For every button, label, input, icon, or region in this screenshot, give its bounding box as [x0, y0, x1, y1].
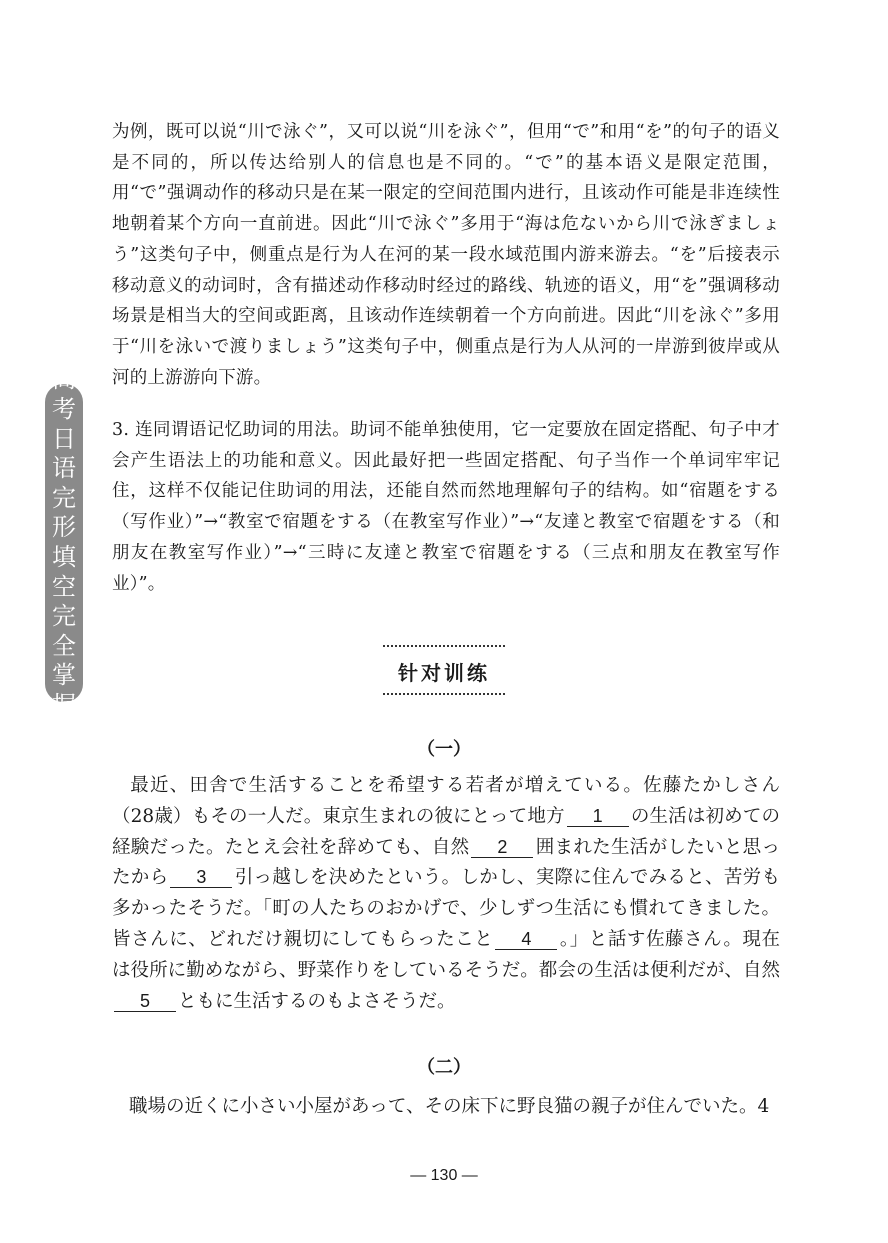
- sidebar-char: 掌: [52, 661, 76, 690]
- sidebar-char: 考: [52, 395, 76, 424]
- sidebar-char: 填: [52, 543, 76, 571]
- passage-text: ともに生活するのもよさそうだ。: [178, 990, 456, 1012]
- sidebar-char: 高: [52, 365, 76, 394]
- sidebar-char: 空: [52, 572, 76, 601]
- passage-text: 囲まれた生活がしたいと思ったから: [112, 836, 780, 889]
- section-heading: [383, 645, 505, 695]
- sidebar-char: 完: [52, 483, 76, 512]
- page-number: — 130 —: [410, 1167, 478, 1184]
- exercise-2-label: （二）: [417, 1057, 471, 1078]
- heading-dotted-rule-top: [383, 645, 505, 647]
- passage-text: 引っ越しを決めたという。しかし、実際に住んでみると、苦労も多かったそうだ。「町の人たちのおかげで、少しずつ生活にも慣れてきました。皆さんに、どれだけ親切にしてもらったこと: [112, 867, 780, 950]
- blank-4[interactable]: 4: [495, 929, 557, 950]
- blank-3[interactable]: 3: [170, 867, 232, 888]
- sidebar-char: 握: [52, 690, 76, 719]
- passage-text: 職場の近くに小さい小屋があって、その床下に野良猫の親子が住んでいた。4: [129, 1096, 770, 1117]
- blank-1[interactable]: 1: [567, 806, 629, 827]
- book-title-sidebar: [45, 365, 83, 719]
- exercise-2-passage: [112, 1092, 780, 1123]
- sidebar-char: 日: [52, 424, 76, 453]
- sidebar-char: 语: [52, 454, 76, 483]
- blank-5[interactable]: 5: [114, 991, 176, 1012]
- sidebar-char: 完: [52, 602, 76, 631]
- sidebar-char: 形: [52, 513, 76, 542]
- exercise-1-passage: [112, 771, 780, 1017]
- passage-text: 。」と話す佐藤さん。現在は役所に勤めながら、野菜作りをしているそうだ。都会の生活は便利だが、自然: [112, 928, 780, 981]
- heading-dotted-rule-bottom: [383, 693, 505, 695]
- sidebar-char: 全: [52, 631, 76, 660]
- body-paragraph-1: 为例，既可以说“川で泳ぐ”，又可以说“川を泳ぐ”，但用“で”和用“を”的句子的语义是不同的，所以传达给别人的信息也是不同的。“で”的基本语义是限定范围，用“で”强调动作的移动只是在某一限定的空间范围内进行，且该动作可能是非连续性地朝着某个方向一直前进。因此“川で泳ぐ”多用于“海は危ないから川で泳ぎましょう”这类句子中，侧重点是行为人在河的某一段水域范围内游来游去。“を”后接表示 移动意义的动词时，含有描述动作移动时经过的路线、轨迹的语义，用“を”强调移动场景是相当大的空间或距离，且该动作连续朝着一个方向前进。因此“川を泳ぐ”多用于“川を泳いで渡りましょう”这类句子中，侧重点是行为人从河的一岸游到彼岸或从河的上游游向下游。: [112, 122, 780, 388]
- heading-title: 针对训练: [398, 661, 490, 685]
- passage-text: の生活は初めての経験だった。たとえ会社を辞めても、自然: [112, 805, 780, 858]
- passage-text: 最近、田舎で生活することを希望する若者が増えている。佐藤たかしさん（28歳）もその一人だ。東京生まれの彼にとって地方: [112, 775, 780, 827]
- exercise-1-label: （一）: [417, 739, 471, 760]
- blank-2[interactable]: 2: [471, 837, 533, 858]
- body-paragraph-2: 3. 连同谓语记忆助词的用法。助词不能单独使用，它一定要放在固定搭配、句子中才会产生语法上的功能和意义。因此最好把一些固定搭配、句子当作一个单词牢牢记住，这样不仅能记住助词的用法，还能自然而然地理解句子的结构。如“宿題をする（写作业）”→“教室で宿題をする（在教室写作业）”→“友達と教室で宿題をする（和朋友在教室写作业）”→“三時に友達と教室で宿題をする（三点和朋友在教室写作业）”。: [112, 420, 780, 594]
